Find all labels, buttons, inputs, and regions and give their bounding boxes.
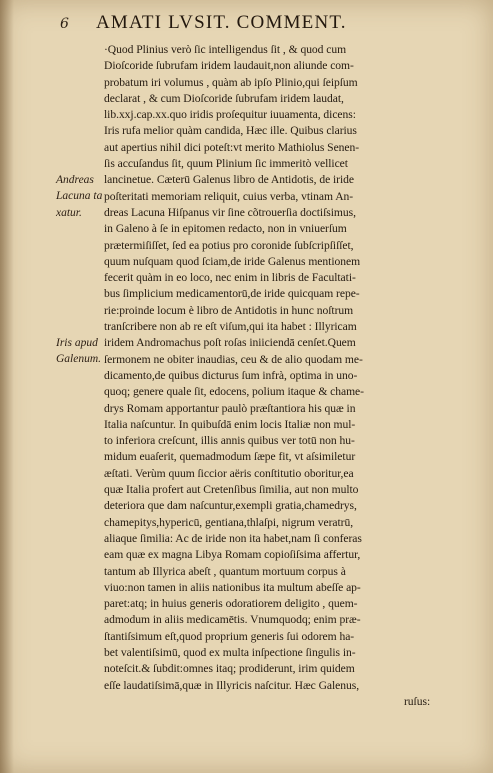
text-line: Iris rufa melior quàm candida, Hæc ille. Quibus clarius [104, 124, 357, 138]
text-line: ruſus: [404, 694, 431, 708]
page-number: 6 [60, 16, 69, 32]
text-line: dreas Lacuna Hiſpanus vir ſine cõtrouerſia doctiſsimus, [104, 205, 356, 219]
text-line: tantum ab Illyrica abeſt , quantum mortuum corpus à [104, 564, 346, 578]
body-text [104, 42, 476, 710]
text-line: aut apertius nihil dici poteſt:vt merito Mathiolus Senen- [104, 140, 360, 154]
text-line: eſſe laudatiſsimā,quæ in Illyricis naſcitur. Hæc Galenus, [104, 678, 360, 692]
text-line: aliaque ſimilia: Ac de iride non ita habet,nam ſi conferas [104, 531, 362, 545]
text-line: dicamento,de quibus dicturus ſum infrà, optima in uno- [104, 368, 358, 382]
margin-note-line: Andreas [56, 174, 94, 186]
text-line: midum euaſerit, quemadmodum ſæpe fit, vt aſsimiletur [104, 450, 356, 464]
text-line: ·Quod Plinius verò ſic intelligendus ſit , & quod cum [104, 43, 347, 56]
text-line: tranſcribere non ab re eſt viſum,qui ita habet : Illyricam [104, 320, 357, 334]
margin-note-line: Iris apud [56, 337, 98, 349]
text-line: lancinetue. Cæterū Galenus libro de Antidotis, de iride [104, 173, 355, 187]
text-line: rie:proinde locum è libro de Antidotis in hunc noſtrum [104, 303, 354, 317]
text-line: fecerit quàm in eo loco, nec enim in libris de Facultati- [104, 271, 356, 285]
text-line: to inferiora creſcunt, illis annis quibus ver totū non hu- [104, 434, 355, 448]
margin-note-andreas-lacuna [56, 172, 110, 221]
gutter-shadow [0, 0, 14, 773]
text-line: bus ſimplicium medicamentorū,de iride quicquam repe- [104, 287, 360, 301]
text-line: Dioſcoride ſubrufam iridem laudauit,non aliunde com- [104, 59, 354, 73]
text-line: viuo:non tamen in aliis nationibus ita multum abeſſe ap- [104, 580, 361, 594]
text-line: admodum in aliis medicamētis. Vnumquodq; enim præ- [104, 613, 361, 627]
text-line: Italia naſcuntur. In quibuſdā enim locis Italiæ non mul- [104, 417, 356, 431]
text-line: quæ Italia profert aut Cretenſibus ſimilia, aut non multo [104, 483, 359, 497]
text-line: ſis accuſandus ſit, quum Plinium ſic immeritò vellicet [104, 157, 348, 171]
margin-note-iris-apud-galenum [56, 335, 110, 368]
text-line: chamepitys,hypericū, gentiana,thlaſpi, nigrum veratrū, [104, 515, 354, 529]
text-line: in Galeno à ſe in epitomen redacto, non in vniuerſum [104, 222, 347, 236]
text-line: eam quæ ex magna Libya Romam copioſiſsima affertur, [104, 548, 361, 562]
text-line: prætermiſiſſet, ſed ea potius pro coronide ſubſcripſiſſet, [104, 238, 354, 252]
text-line: paret:atq; in huius generis odoratiorem deligito , quem- [104, 597, 358, 611]
margin-note-line: Lacuna ta [56, 190, 103, 203]
text-line: quum nuſquam quod ſciam,de iride Galenus mentionem [104, 254, 361, 268]
running-head: AMATI LVSIT. COMMENT. [96, 12, 347, 33]
text-line: poſteritati memoriam reliquit, cuius verba, vtinam An- [104, 189, 354, 203]
text-line: noteſcit.& ſubdit:omnes itaq; prodiderunt, irim quidem [104, 662, 355, 676]
text-line: drys Romam apportantur paulò præſtantiora his quæ in [104, 401, 356, 415]
text-line: ſtantiſsimum eſt,quod proprium generis ſui odorem ha- [104, 629, 355, 643]
text-line: lib.xxj.cap.xx.quo iridis proſequitur iuuamenta, dicens: [104, 108, 356, 122]
margin-note-line: Galenum. [56, 353, 102, 366]
text-line: æſtati. Verùm quum ſiccior aëris conſtitutio oboritur,ea [104, 466, 354, 480]
text-line: ſermonem ne obiter inaudias, ceu & de alio quodam me- [104, 352, 363, 366]
text-line: declarat , & cum Dioſcoride ſubrufam iridem laudat, [104, 91, 344, 105]
text-line: probatum iri volumus , quàm ab ipſo Plinio,qui ſeipſum [104, 75, 358, 89]
page-header [0, 10, 493, 36]
text-line: deteriora que dam naſcuntur,exempli gratia,chamedrys, [104, 499, 357, 513]
margin-note-line: xatur. [56, 206, 82, 219]
text-line: iridem Andromachus poſt roſas iniiciendā cenſet.Quem [104, 336, 356, 350]
text-line: quoq; genere quale ſit, edocens, polium itaque & chame- [104, 385, 364, 399]
text-line: bet valentiſsimū, quod ex multa inſpectione ſingulis in- [104, 645, 356, 659]
